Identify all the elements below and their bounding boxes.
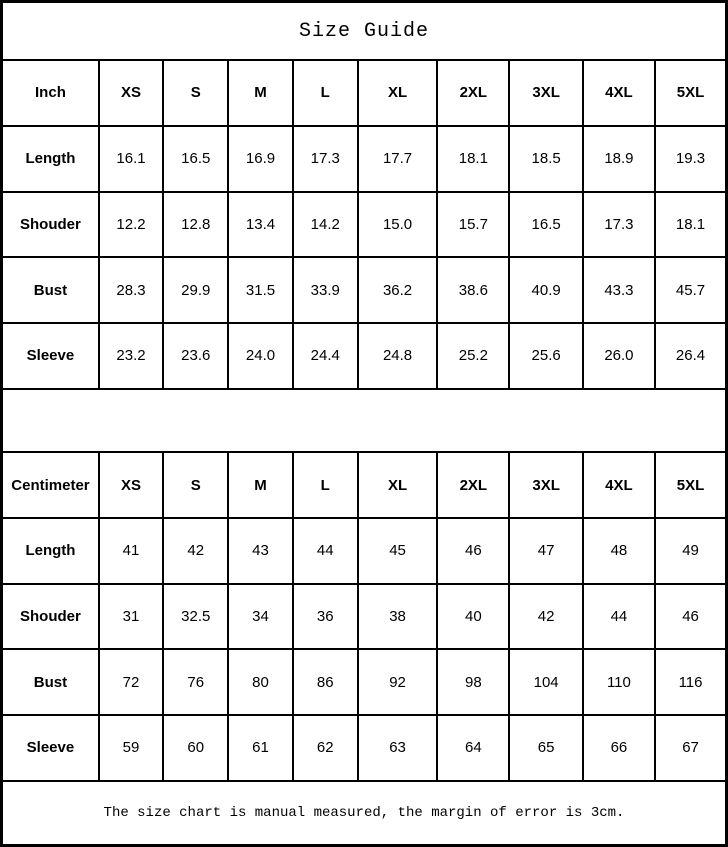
- value-cell: 66: [583, 715, 655, 781]
- value-cell: 31: [99, 584, 163, 650]
- value-cell: 12.8: [163, 192, 228, 258]
- value-cell: 13.4: [228, 192, 292, 258]
- cm-sleeve-row: [2, 715, 727, 781]
- size-header-2xl: 2XL: [437, 60, 509, 126]
- size-header-m: M: [228, 60, 292, 126]
- value-cell: 14.2: [293, 192, 358, 258]
- value-cell: 44: [583, 584, 655, 650]
- value-cell: 46: [437, 518, 509, 584]
- value-cell: 23.2: [99, 323, 163, 389]
- value-cell: 86: [293, 649, 358, 715]
- size-header-xl: XL: [358, 452, 437, 518]
- value-cell: 42: [509, 584, 582, 650]
- inch-header-row: [2, 60, 727, 126]
- value-cell: 62: [293, 715, 358, 781]
- value-cell: 16.5: [509, 192, 582, 258]
- spacer-cell: [2, 389, 727, 453]
- value-cell: 43: [228, 518, 292, 584]
- row-label: Length: [2, 518, 99, 584]
- value-cell: 18.1: [655, 192, 726, 258]
- value-cell: 31.5: [228, 257, 292, 323]
- value-cell: 25.6: [509, 323, 582, 389]
- value-cell: 44: [293, 518, 358, 584]
- size-header-l: L: [293, 60, 358, 126]
- value-cell: 45.7: [655, 257, 726, 323]
- value-cell: 26.4: [655, 323, 726, 389]
- row-label: Length: [2, 126, 99, 192]
- value-cell: 72: [99, 649, 163, 715]
- value-cell: 40: [437, 584, 509, 650]
- value-cell: 25.2: [437, 323, 509, 389]
- value-cell: 116: [655, 649, 726, 715]
- value-cell: 18.1: [437, 126, 509, 192]
- size-header-xs: XS: [99, 60, 163, 126]
- size-header-5xl: 5XL: [655, 60, 726, 126]
- size-header-3xl: 3XL: [509, 452, 582, 518]
- value-cell: 76: [163, 649, 228, 715]
- size-header-s: S: [163, 60, 228, 126]
- inch-shouder-row: [2, 192, 727, 258]
- value-cell: 17.3: [293, 126, 358, 192]
- value-cell: 12.2: [99, 192, 163, 258]
- size-header-5xl: 5XL: [655, 452, 726, 518]
- row-label: Sleeve: [2, 715, 99, 781]
- size-header-4xl: 4XL: [583, 60, 655, 126]
- value-cell: 46: [655, 584, 726, 650]
- value-cell: 15.0: [358, 192, 437, 258]
- size-header-l: L: [293, 452, 358, 518]
- value-cell: 33.9: [293, 257, 358, 323]
- value-cell: 61: [228, 715, 292, 781]
- value-cell: 29.9: [163, 257, 228, 323]
- value-cell: 41: [99, 518, 163, 584]
- value-cell: 48: [583, 518, 655, 584]
- value-cell: 16.1: [99, 126, 163, 192]
- size-header-2xl: 2XL: [437, 452, 509, 518]
- cm-length-row: [2, 518, 727, 584]
- size-header-xs: XS: [99, 452, 163, 518]
- cm-unit-label: Centimeter: [2, 452, 99, 518]
- size-header-m: M: [228, 452, 292, 518]
- value-cell: 24.0: [228, 323, 292, 389]
- value-cell: 23.6: [163, 323, 228, 389]
- value-cell: 18.5: [509, 126, 582, 192]
- spacer-row: [2, 389, 727, 453]
- row-label: Bust: [2, 257, 99, 323]
- value-cell: 80: [228, 649, 292, 715]
- value-cell: 64: [437, 715, 509, 781]
- value-cell: 40.9: [509, 257, 582, 323]
- footer-row: [2, 781, 727, 846]
- size-header-4xl: 4XL: [583, 452, 655, 518]
- value-cell: 104: [509, 649, 582, 715]
- value-cell: 16.9: [228, 126, 292, 192]
- row-label: Shouder: [2, 192, 99, 258]
- cm-header-row: [2, 452, 727, 518]
- value-cell: 65: [509, 715, 582, 781]
- value-cell: 26.0: [583, 323, 655, 389]
- page-title: Size Guide: [2, 2, 727, 61]
- value-cell: 63: [358, 715, 437, 781]
- row-label: Shouder: [2, 584, 99, 650]
- value-cell: 34: [228, 584, 292, 650]
- value-cell: 60: [163, 715, 228, 781]
- value-cell: 45: [358, 518, 437, 584]
- value-cell: 15.7: [437, 192, 509, 258]
- value-cell: 49: [655, 518, 726, 584]
- inch-bust-row: [2, 257, 727, 323]
- value-cell: 24.4: [293, 323, 358, 389]
- value-cell: 98: [437, 649, 509, 715]
- value-cell: 92: [358, 649, 437, 715]
- value-cell: 16.5: [163, 126, 228, 192]
- value-cell: 67: [655, 715, 726, 781]
- value-cell: 47: [509, 518, 582, 584]
- value-cell: 18.9: [583, 126, 655, 192]
- value-cell: 19.3: [655, 126, 726, 192]
- footer-note: The size chart is manual measured, the margin of error is 3cm.: [2, 781, 727, 846]
- inch-unit-label: Inch: [2, 60, 99, 126]
- size-header-s: S: [163, 452, 228, 518]
- value-cell: 17.3: [583, 192, 655, 258]
- size-header-xl: XL: [358, 60, 437, 126]
- value-cell: 38: [358, 584, 437, 650]
- value-cell: 38.6: [437, 257, 509, 323]
- value-cell: 59: [99, 715, 163, 781]
- cm-shouder-row: [2, 584, 727, 650]
- value-cell: 32.5: [163, 584, 228, 650]
- value-cell: 36.2: [358, 257, 437, 323]
- inch-length-row: [2, 126, 727, 192]
- value-cell: 24.8: [358, 323, 437, 389]
- cm-bust-row: [2, 649, 727, 715]
- value-cell: 110: [583, 649, 655, 715]
- size-header-3xl: 3XL: [509, 60, 582, 126]
- row-label: Bust: [2, 649, 99, 715]
- row-label: Sleeve: [2, 323, 99, 389]
- value-cell: 17.7: [358, 126, 437, 192]
- title-row: [2, 2, 727, 61]
- value-cell: 36: [293, 584, 358, 650]
- inch-sleeve-row: [2, 323, 727, 389]
- value-cell: 28.3: [99, 257, 163, 323]
- value-cell: 42: [163, 518, 228, 584]
- value-cell: 43.3: [583, 257, 655, 323]
